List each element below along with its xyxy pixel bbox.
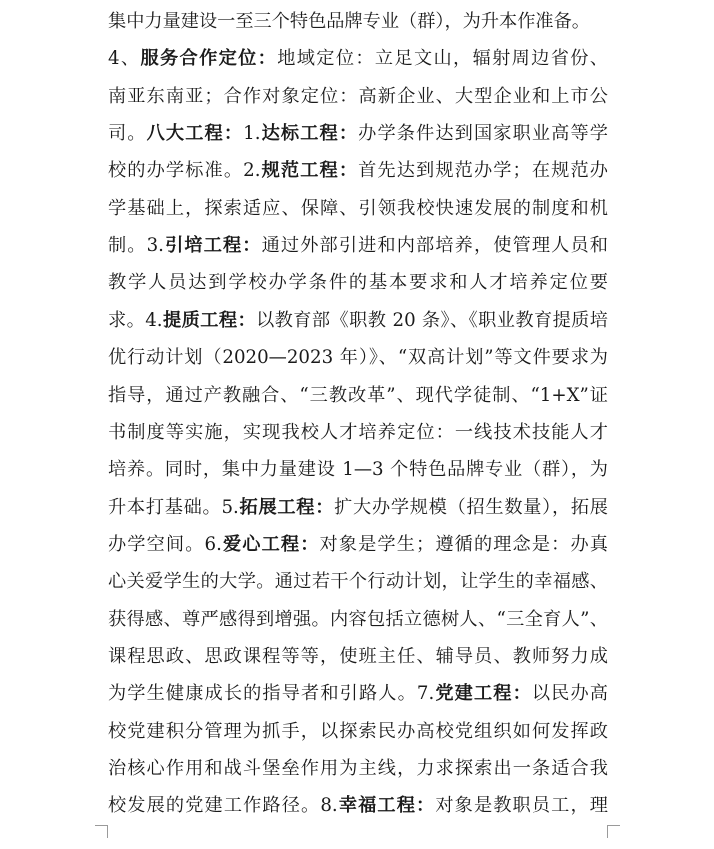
text-line <box>108 533 608 557</box>
body-text: 集中力量建设一至三个特色品牌专业（群），为升本作准备。 <box>108 11 590 32</box>
crop-mark-bottom-right <box>607 825 620 838</box>
body-text: 教学人员达到学校办学条件的基本要求和人才培养定位要 <box>108 272 608 294</box>
body-text: 校的办学标准。2. <box>108 160 261 182</box>
body-text: 学基础上，探索适应、保障、引领我校快速发展的制度和机 <box>108 197 608 219</box>
text-line <box>108 682 608 706</box>
bold-heading-text: 拓展工程： <box>238 496 335 518</box>
body-text: 以民办高 <box>531 683 608 705</box>
text-line <box>108 496 608 520</box>
bold-heading-text: 提质工程： <box>162 309 257 331</box>
body-text: 校党建积分管理为抓手，以探索民办高校党组织如何发挥政 <box>108 720 608 742</box>
body-text: 司。 <box>108 123 147 145</box>
text-line <box>108 384 608 408</box>
bold-heading-text: 引培工程： <box>163 235 262 257</box>
body-text: 首先达到规范办学；在规范办 <box>358 160 608 182</box>
body-text: 心关爱学生的大学。通过若干个行动计划，让学生的幸福感、 <box>108 571 608 593</box>
body-text: 南亚东南亚；合作对象定位：高新企业、大型企业和上市公 <box>108 85 608 107</box>
body-text: 办学空间。6. <box>108 533 222 555</box>
body-text: 4、 <box>108 48 141 70</box>
text-line <box>108 47 608 71</box>
text-line <box>108 645 608 669</box>
bold-heading-text: 八大工程： <box>146 123 244 145</box>
text-line <box>108 197 608 221</box>
body-text: 升本打基础。5. <box>108 496 239 518</box>
bold-heading-text: 服务合作定位： <box>140 48 278 70</box>
bold-heading-text: 幸福工程： <box>337 795 436 817</box>
text-line <box>108 122 608 146</box>
body-text: 书制度等实施，实现我校人才培养定位：一线技术技能人才 <box>108 421 608 443</box>
body-text: 课程思政、思政课程等等，使班主任、辅导员、教师努力成 <box>108 646 608 667</box>
body-text: 校发展的党建工作路径。8. <box>108 795 338 817</box>
body-text: 优行动计划（2020—2023 年）》、“双高计划”等文件要求为 <box>108 347 608 369</box>
bold-heading-text: 达标工程： <box>260 123 359 145</box>
body-text: 求。4. <box>108 309 163 331</box>
body-text: 扩大办学规模（招生数量），拓展 <box>334 496 608 518</box>
body-text: 办学条件达到国家职业高等学 <box>358 123 608 145</box>
body-text: 地域定位：立足文山，辐射周边省份、 <box>277 48 608 70</box>
text-line <box>108 234 608 258</box>
body-text: 获得感、尊严感得到增强。内容包括立德树人、“三全育人”、 <box>108 608 608 630</box>
body-text: 以教育部《职教 20 条》、《职业教育提质培 <box>256 309 608 331</box>
body-text: 通过外部引进和内部培养，使管理人员和 <box>261 235 608 257</box>
body-text: 制。3. <box>108 235 164 257</box>
text-line <box>108 271 608 295</box>
text-line <box>108 309 608 333</box>
body-text: 对象是学生；遵循的理念是：办真 <box>319 533 608 555</box>
text-line <box>108 794 608 818</box>
body-text: 对象是教职员工，理 <box>435 795 608 817</box>
text-line <box>108 608 608 632</box>
body-text: 培养。同时，集中力量建设 1—3 个特色品牌专业（群），为 <box>108 459 608 481</box>
text-line <box>108 85 608 109</box>
bold-heading-text: 爱心工程： <box>221 533 320 555</box>
text-line <box>108 346 608 370</box>
text-line <box>108 159 608 183</box>
text-line <box>108 421 608 445</box>
body-text: 指导，通过产教融合、“三教改革”、现代学徒制、“1+X”证 <box>108 384 608 406</box>
body-text: 为学生健康成长的指导者和引路人。7. <box>108 683 435 705</box>
crop-mark-bottom-left <box>95 825 108 838</box>
bold-heading-text: 规范工程： <box>260 160 359 182</box>
bold-heading-text: 党建工程： <box>434 683 532 705</box>
body-text: 治核心作用和战斗堡垒作用为主线，力求探索出一条适合我 <box>108 758 608 779</box>
body-text: 1. <box>243 123 261 145</box>
text-line <box>108 570 608 594</box>
text-line <box>108 757 608 781</box>
text-line <box>108 10 608 34</box>
text-line <box>108 458 608 482</box>
text-line <box>108 720 608 744</box>
